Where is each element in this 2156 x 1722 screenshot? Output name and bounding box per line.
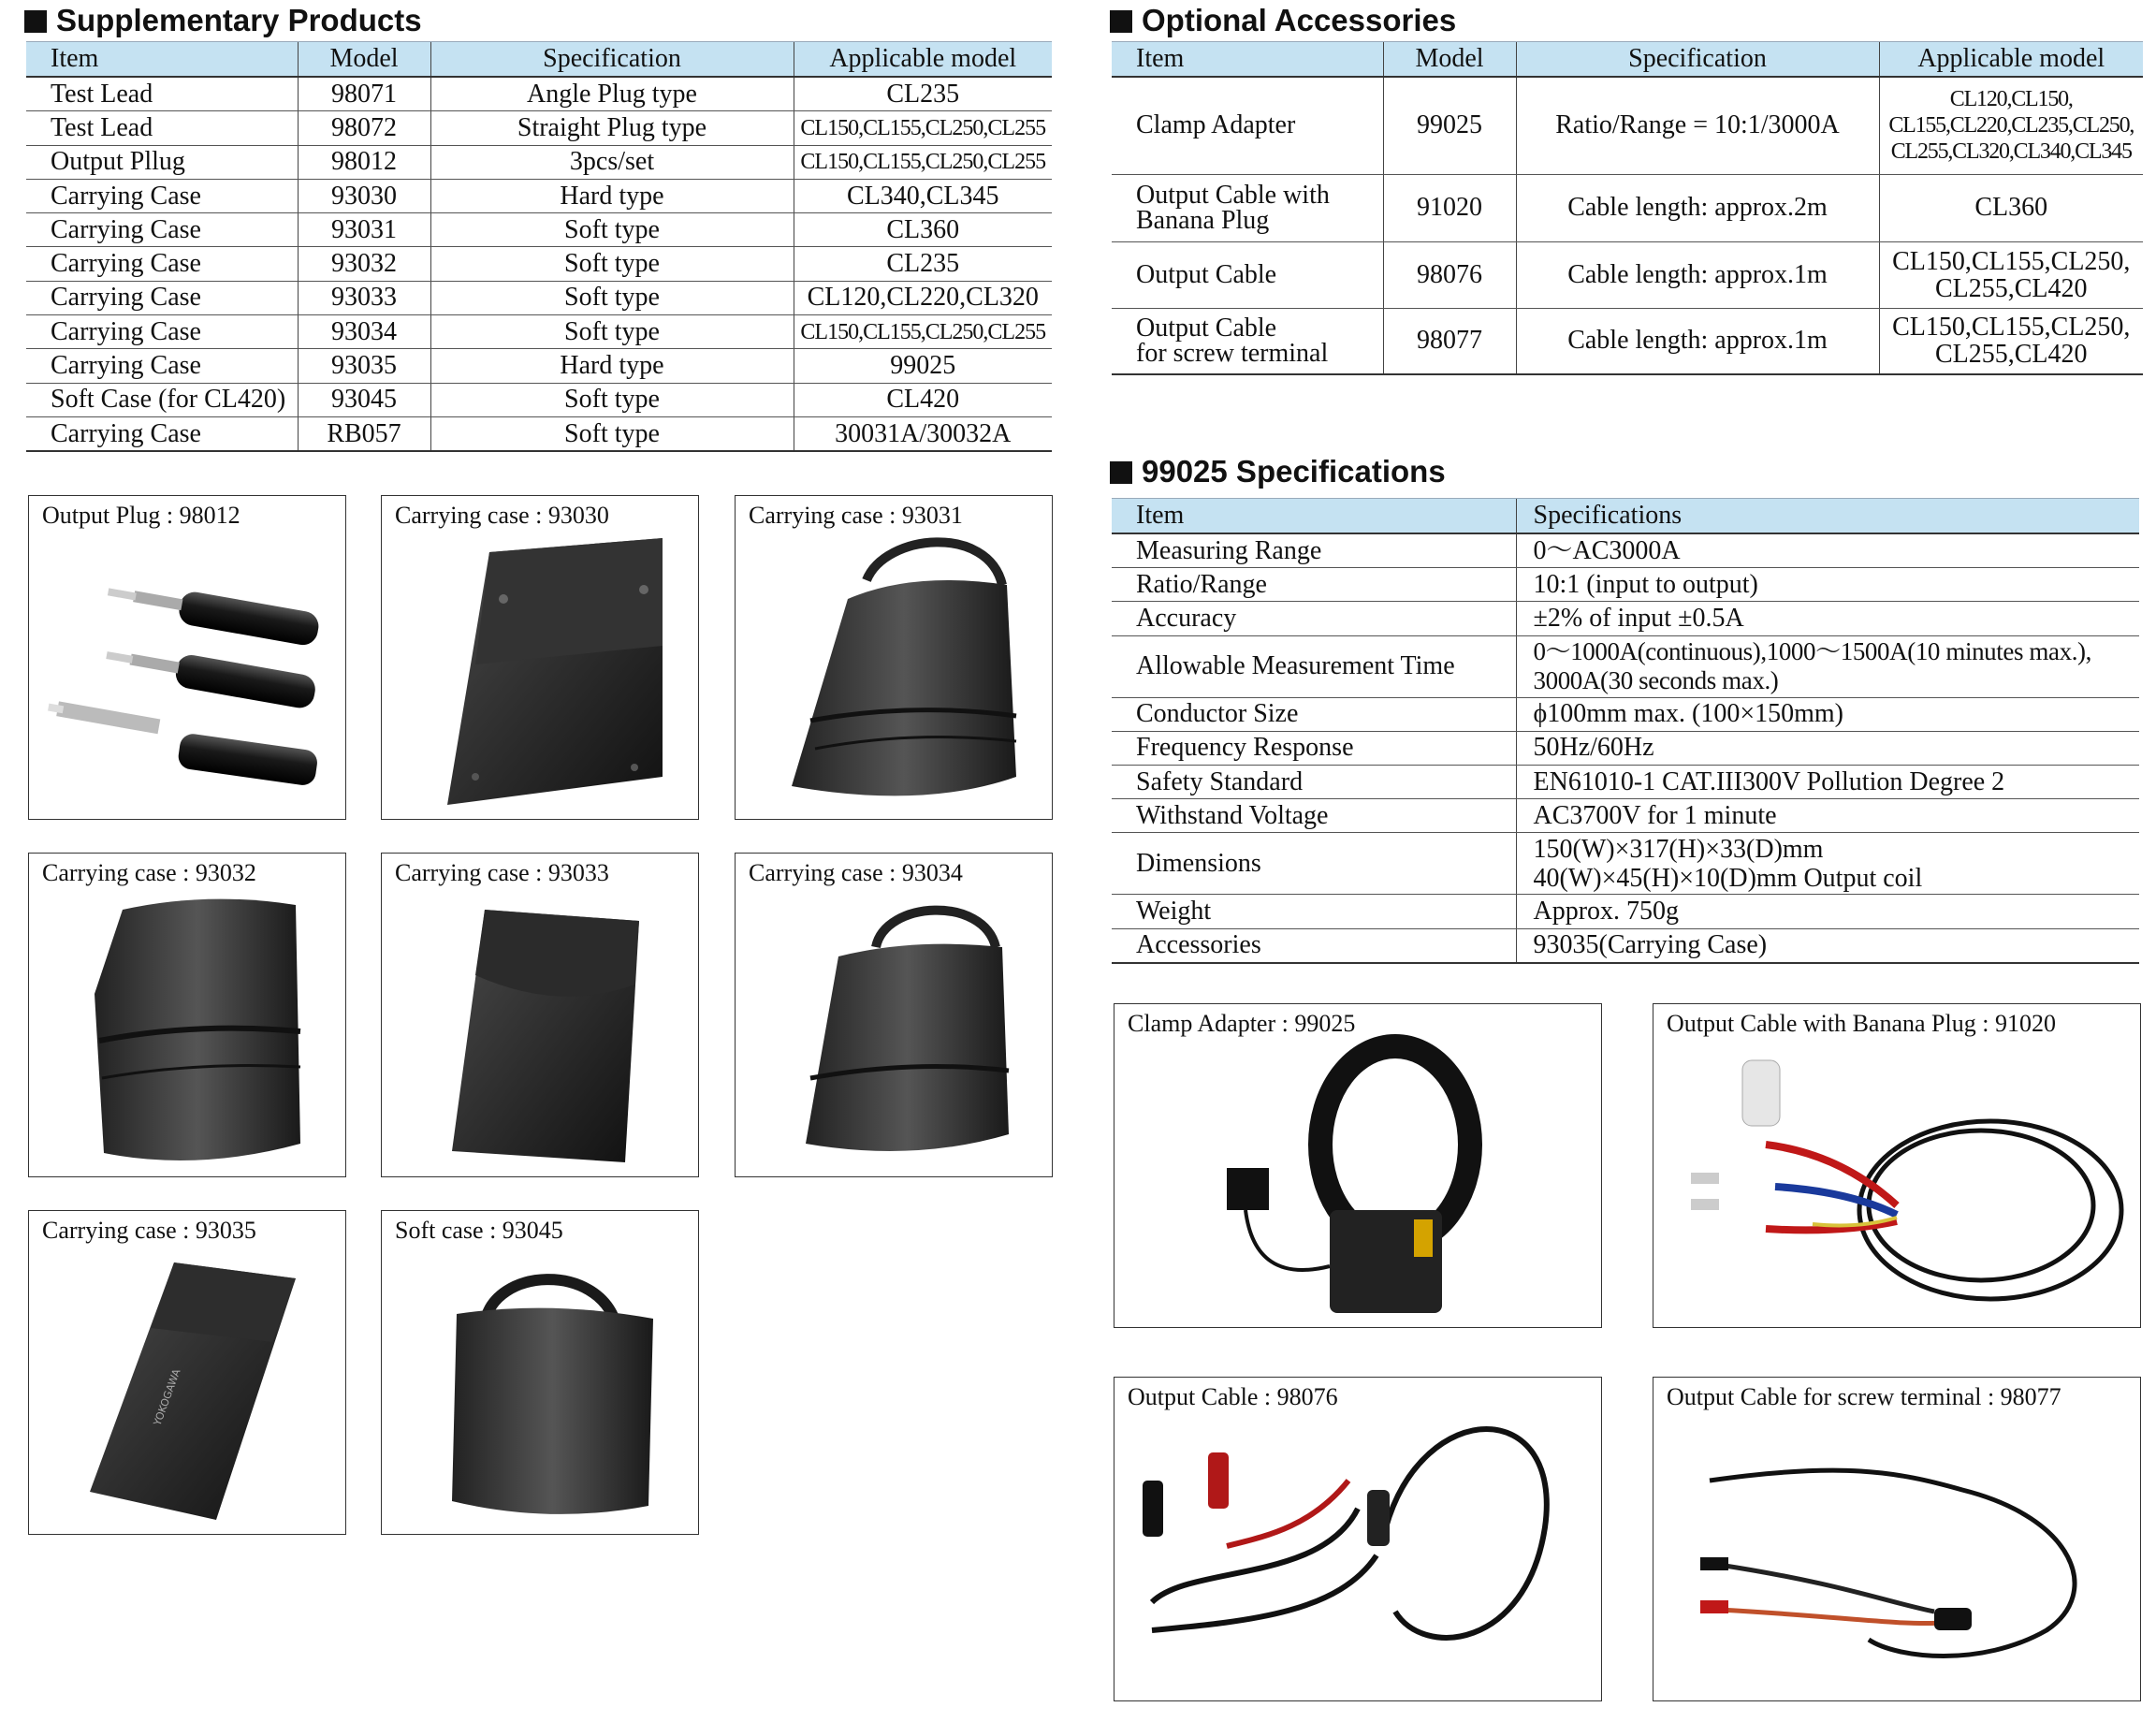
table-header-row xyxy=(26,42,1052,78)
spec-cell: Straight Plug type xyxy=(430,111,794,145)
photo-carrying-case-93033 xyxy=(381,853,699,1177)
table-row xyxy=(26,383,1052,416)
table-row xyxy=(1112,533,2139,568)
spec-value-cell xyxy=(1516,635,2139,697)
spec-value-cell: 50Hz/60Hz xyxy=(1516,731,2139,765)
spec-value-cell: Approx. 750g xyxy=(1516,895,2139,928)
item-cell: Test Lead xyxy=(26,111,298,145)
table-row xyxy=(1112,928,2139,963)
specs-heading xyxy=(1110,453,1446,490)
carrying-case-image xyxy=(29,854,347,1178)
model-cell: 93035 xyxy=(298,349,430,383)
model-line: CL155,CL220,CL235,CL250, xyxy=(1888,113,2134,139)
spec-item-cell: Safety Standard xyxy=(1112,765,1516,798)
applicable-cell: CL235 xyxy=(794,77,1052,111)
spec-item-cell: Allowable Measurement Time xyxy=(1112,635,1516,697)
spec-cell: Soft type xyxy=(430,281,794,314)
table-header-row xyxy=(1112,499,2139,534)
applicable-cell: CL150,CL155,CL250,CL255 xyxy=(794,111,1052,145)
spec-value-cell: ϕ100mm max. (100×150mm) xyxy=(1516,697,2139,731)
item-line: Output Cable with xyxy=(1136,181,1330,210)
clamp-adapter-image xyxy=(1114,1004,1603,1329)
column-header: Item xyxy=(26,42,298,78)
photo-carrying-case-93035 xyxy=(28,1210,346,1535)
spec-value-line: 0～1000A(continuous),1000～1500A(10 minutes max.), xyxy=(1533,637,2091,666)
column-header: Model xyxy=(1383,42,1516,78)
spec-item-cell: Weight xyxy=(1112,895,1516,928)
supplementary-title: Supplementary Products xyxy=(56,3,422,37)
spec-value-cell xyxy=(1516,833,2139,895)
applicable-cell xyxy=(1879,174,2143,241)
item-cell: Carrying Case xyxy=(26,416,298,451)
spec-cell: Soft type xyxy=(430,416,794,451)
square-bullet-icon xyxy=(24,10,47,33)
specs-table xyxy=(1112,498,2139,964)
spec-value-line: 40(W)×45(H)×10(D)mm Output coil xyxy=(1533,863,1923,893)
photo-caption: Output Cable with Banana Plug : 91020 xyxy=(1667,1010,2056,1037)
spec-cell: Soft type xyxy=(430,247,794,281)
item-cell: Soft Case (for CL420) xyxy=(26,383,298,416)
item-cell: Test Lead xyxy=(26,77,298,111)
table-row xyxy=(26,416,1052,451)
model-line: CL120,CL150, xyxy=(1949,87,2073,112)
brand-logo: YOKOGAWA xyxy=(151,1367,183,1428)
model-line: CL150,CL155,CL250, xyxy=(1892,246,2131,276)
spec-value-cell: 0～AC3000A xyxy=(1516,533,2139,568)
spec-value-line: 3000A(30 seconds max.) xyxy=(1533,666,1779,695)
spec-cell: Soft type xyxy=(430,315,794,349)
spec-item-cell: Dimensions xyxy=(1112,833,1516,895)
model-cell: 98077 xyxy=(1383,308,1516,374)
photo-output-plug-98012 xyxy=(28,495,346,820)
model-cell: 93045 xyxy=(298,383,430,416)
photo-carrying-case-93034 xyxy=(735,853,1053,1177)
table-row xyxy=(1112,77,2143,174)
photo-caption: Output Cable for screw terminal : 98077 xyxy=(1667,1383,2061,1410)
item-cell: Output Pllug xyxy=(26,145,298,179)
carrying-case-image xyxy=(736,854,1054,1178)
table-row xyxy=(26,179,1052,212)
applicable-cell: CL120,CL220,CL320 xyxy=(794,281,1052,314)
table-row xyxy=(1112,241,2143,308)
column-header: Specification xyxy=(430,42,794,78)
item-cell xyxy=(1112,77,1383,174)
item-cell xyxy=(1112,308,1383,374)
item-cell: Carrying Case xyxy=(26,281,298,314)
spec-cell: Ratio/Range = 10:1/3000A xyxy=(1516,77,1879,174)
applicable-cell: CL150,CL155,CL250,CL255 xyxy=(794,145,1052,179)
column-header: Specification xyxy=(1516,42,1879,78)
output-cable-screw-image xyxy=(1653,1378,2142,1702)
model-line: CL255,CL420 xyxy=(1934,340,2088,370)
table-row xyxy=(1112,895,2139,928)
photo-caption: Carrying case : 93031 xyxy=(749,502,963,529)
spec-value-cell: AC3700V for 1 minute xyxy=(1516,799,2139,833)
photo-carrying-case-93030 xyxy=(381,495,699,820)
applicable-cell: CL420 xyxy=(794,383,1052,416)
square-bullet-icon xyxy=(1110,10,1132,33)
photo-caption: Output Plug : 98012 xyxy=(42,502,240,529)
spec-cell: Cable length: approx.1m xyxy=(1516,241,1879,308)
model-line: CL255,CL420 xyxy=(1934,273,2088,303)
supplementary-table xyxy=(26,41,1052,452)
photo-output-cable-screw-98077 xyxy=(1653,1377,2141,1701)
photo-output-cable-98076 xyxy=(1114,1377,1602,1701)
spec-item-cell: Frequency Response xyxy=(1112,731,1516,765)
photo-output-cable-banana-91020 xyxy=(1653,1003,2141,1328)
column-header: Applicable model xyxy=(794,42,1052,78)
carrying-case-image xyxy=(29,1211,347,1536)
table-row xyxy=(26,145,1052,179)
model-cell: 98012 xyxy=(298,145,430,179)
model-cell: 93030 xyxy=(298,179,430,212)
table-row xyxy=(1112,308,2143,374)
applicable-cell xyxy=(1879,241,2143,308)
table-row xyxy=(1112,568,2139,602)
spec-item-cell: Accessories xyxy=(1112,928,1516,963)
photo-caption: Soft case : 93045 xyxy=(395,1217,563,1244)
applicable-cell xyxy=(1879,77,2143,174)
spec-cell: Cable length: approx.2m xyxy=(1516,174,1879,241)
applicable-cell: CL150,CL155,CL250,CL255 xyxy=(794,315,1052,349)
model-line: CL150,CL155,CL250, xyxy=(1892,313,2131,343)
item-cell: Carrying Case xyxy=(26,247,298,281)
table-row xyxy=(1112,833,2139,895)
table-row xyxy=(1112,697,2139,731)
table-row xyxy=(26,213,1052,247)
item-cell: Carrying Case xyxy=(26,213,298,247)
soft-case-image xyxy=(382,1211,700,1536)
model-cell: 98076 xyxy=(1383,241,1516,308)
item-cell: Carrying Case xyxy=(26,349,298,383)
spec-cell: Soft type xyxy=(430,213,794,247)
item-cell: Carrying Case xyxy=(26,179,298,212)
column-header: Applicable model xyxy=(1879,42,2143,78)
table-row xyxy=(1112,765,2139,798)
table-row xyxy=(26,315,1052,349)
model-cell: 98072 xyxy=(298,111,430,145)
table-row xyxy=(1112,602,2139,635)
optional-table xyxy=(1112,41,2143,375)
spec-cell: Angle Plug type xyxy=(430,77,794,111)
carrying-case-image xyxy=(736,496,1054,821)
table-row xyxy=(26,77,1052,111)
table-row xyxy=(26,281,1052,314)
output-cable-banana-image xyxy=(1653,1004,2142,1329)
item-line: Output Cable xyxy=(1136,259,1277,289)
photo-caption: Output Cable : 98076 xyxy=(1128,1383,1338,1410)
output-cable-image xyxy=(1114,1378,1603,1702)
table-header-row xyxy=(1112,42,2143,78)
column-header: Item xyxy=(1112,42,1383,78)
model-cell: 93031 xyxy=(298,213,430,247)
table-row xyxy=(1112,174,2143,241)
photo-caption: Carrying case : 93034 xyxy=(749,859,963,886)
spec-item-cell: Measuring Range xyxy=(1112,533,1516,568)
supplementary-heading xyxy=(24,2,422,39)
photo-carrying-case-93032 xyxy=(28,853,346,1177)
model-cell: 91020 xyxy=(1383,174,1516,241)
photo-caption: Clamp Adapter : 99025 xyxy=(1128,1010,1356,1037)
spec-cell: Hard type xyxy=(430,349,794,383)
item-cell xyxy=(1112,174,1383,241)
photo-soft-case-93045 xyxy=(381,1210,699,1535)
optional-title: Optional Accessories xyxy=(1142,3,1457,37)
carrying-case-image xyxy=(382,854,700,1178)
item-cell: Carrying Case xyxy=(26,315,298,349)
spec-value-cell: 93035(Carrying Case) xyxy=(1516,928,2139,963)
photo-caption: Carrying case : 93035 xyxy=(42,1217,256,1244)
applicable-cell: CL360 xyxy=(794,213,1052,247)
square-bullet-icon xyxy=(1110,461,1132,484)
column-header: Model xyxy=(298,42,430,78)
applicable-cell: 30031A/30032A xyxy=(794,416,1052,451)
model-cell: 99025 xyxy=(1383,77,1516,174)
table-row xyxy=(1112,799,2139,833)
applicable-cell xyxy=(1879,308,2143,374)
spec-value-cell: ±2% of input ±0.5A xyxy=(1516,602,2139,635)
applicable-cell: 99025 xyxy=(794,349,1052,383)
model-cell: 93034 xyxy=(298,315,430,349)
specs-title: 99025 Specifications xyxy=(1142,454,1446,489)
photo-clamp-adapter-99025 xyxy=(1114,1003,1602,1328)
model-line: CL360 xyxy=(1974,193,2048,222)
model-cell: RB057 xyxy=(298,416,430,451)
spec-item-cell: Withstand Voltage xyxy=(1112,799,1516,833)
optional-heading xyxy=(1110,2,1456,39)
item-line: for screw terminal xyxy=(1136,339,1329,369)
photo-caption: Carrying case : 93033 xyxy=(395,859,609,886)
applicable-cell: CL340,CL345 xyxy=(794,179,1052,212)
spec-item-cell: Ratio/Range xyxy=(1112,568,1516,602)
item-line: Banana Plug xyxy=(1136,206,1270,235)
table-row xyxy=(26,349,1052,383)
item-cell xyxy=(1112,241,1383,308)
column-header: Specifications xyxy=(1516,499,2139,534)
photo-caption: Carrying case : 93032 xyxy=(42,859,256,886)
table-row xyxy=(26,247,1052,281)
spec-item-cell: Accuracy xyxy=(1112,602,1516,635)
spec-cell: 3pcs/set xyxy=(430,145,794,179)
carrying-case-image xyxy=(382,496,700,821)
spec-cell: Soft type xyxy=(430,383,794,416)
table-row xyxy=(1112,731,2139,765)
photo-carrying-case-93031 xyxy=(735,495,1053,820)
model-cell: 93033 xyxy=(298,281,430,314)
photo-caption: Carrying case : 93030 xyxy=(395,502,609,529)
model-cell: 93032 xyxy=(298,247,430,281)
spec-value-cell: 10:1 (input to output) xyxy=(1516,568,2139,602)
output-plug-image xyxy=(29,496,347,821)
model-line: CL255,CL320,CL340,CL345 xyxy=(1890,139,2132,165)
spec-cell: Hard type xyxy=(430,179,794,212)
applicable-cell: CL235 xyxy=(794,247,1052,281)
spec-item-cell: Conductor Size xyxy=(1112,697,1516,731)
item-line: Clamp Adapter xyxy=(1136,110,1296,140)
spec-value-cell: EN61010-1 CAT.III300V Pollution Degree 2 xyxy=(1516,765,2139,798)
item-line: Output Cable xyxy=(1136,314,1277,343)
table-row xyxy=(26,111,1052,145)
spec-cell: Cable length: approx.1m xyxy=(1516,308,1879,374)
column-header: Item xyxy=(1112,499,1516,534)
spec-value-line: 150(W)×317(H)×33(D)mm xyxy=(1533,834,1824,864)
table-row xyxy=(1112,635,2139,697)
model-cell: 98071 xyxy=(298,77,430,111)
